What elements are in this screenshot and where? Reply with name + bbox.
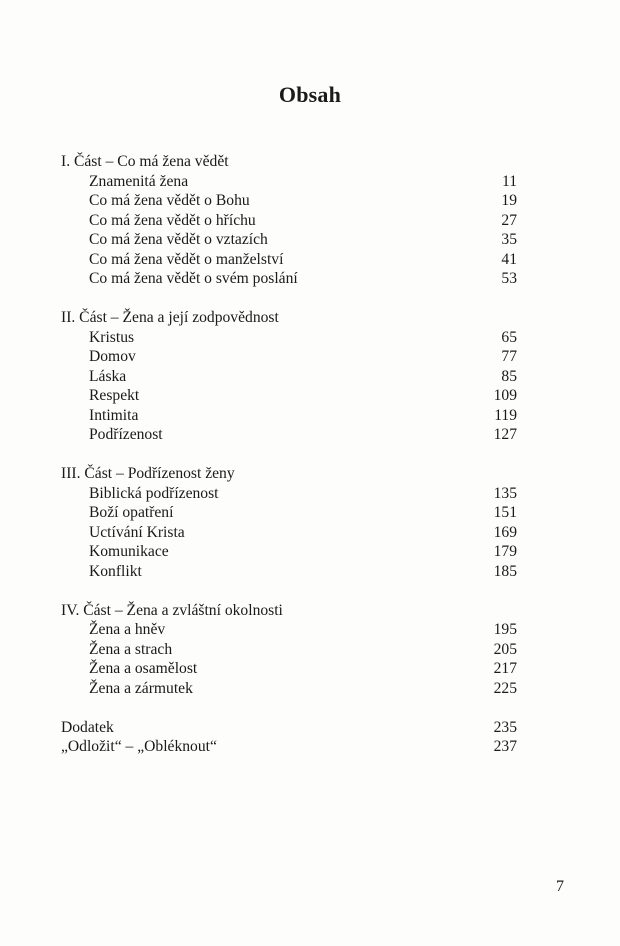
toc-entry bbox=[61, 562, 517, 582]
entry-label: Respekt bbox=[89, 387, 140, 404]
toc-entry bbox=[61, 386, 517, 406]
toc-section-part-1 bbox=[61, 152, 517, 289]
toc-entry bbox=[61, 425, 517, 445]
toc-entry bbox=[61, 211, 517, 231]
entry-label: Kristus bbox=[89, 328, 135, 346]
entry-label: Žena a zármutek bbox=[89, 679, 193, 697]
part-heading: I. Část – Co má žena vědět bbox=[61, 153, 229, 170]
entry-label: Uctívání Krista bbox=[89, 523, 185, 541]
entry-label: Konflikt bbox=[89, 562, 142, 580]
entry-page: 109 bbox=[493, 387, 517, 404]
entry-page: 85 bbox=[501, 367, 517, 385]
part-heading: III. Část – Podřízenost ženy bbox=[61, 465, 235, 482]
entry-label: Intimita bbox=[89, 406, 139, 424]
toc-section-part-4 bbox=[61, 601, 517, 699]
entry-page: 235 bbox=[493, 718, 517, 736]
entry-label: Co má žena vědět o Bohu bbox=[89, 192, 250, 209]
entry-label: Žena a hněv bbox=[89, 621, 166, 638]
entry-page: 77 bbox=[501, 348, 517, 365]
entry-page: 217 bbox=[493, 660, 517, 677]
entry-page: 205 bbox=[493, 640, 517, 658]
entry-label: Láska bbox=[89, 367, 127, 385]
toc-entry bbox=[61, 406, 517, 426]
toc-entry bbox=[61, 737, 517, 757]
toc-entry bbox=[61, 620, 517, 640]
toc-entry bbox=[61, 269, 517, 289]
entry-page: 135 bbox=[493, 484, 517, 502]
entry-page: 179 bbox=[493, 543, 517, 560]
toc-entry bbox=[61, 230, 517, 250]
entry-label: Znamenitá žena bbox=[89, 172, 189, 190]
toc-entry bbox=[61, 523, 517, 543]
entry-page: 119 bbox=[494, 406, 517, 424]
entry-page: 35 bbox=[501, 231, 517, 248]
entry-page: 169 bbox=[493, 523, 517, 541]
toc-entry bbox=[61, 542, 517, 562]
table-of-contents bbox=[61, 152, 517, 776]
entry-page: 195 bbox=[493, 621, 517, 638]
entry-page: 27 bbox=[501, 211, 517, 229]
page-title: Obsah bbox=[278, 82, 342, 107]
toc-entry bbox=[61, 503, 517, 523]
toc-entry bbox=[61, 328, 517, 348]
entry-label: „Odložit“ – „Obléknout“ bbox=[61, 738, 217, 755]
entry-label: Žena a strach bbox=[89, 640, 173, 658]
toc-entry bbox=[61, 679, 517, 699]
entry-label: Podřízenost bbox=[89, 426, 163, 443]
entry-page: 225 bbox=[493, 679, 517, 697]
entry-page: 11 bbox=[501, 172, 517, 190]
entry-label: Co má žena vědět o manželství bbox=[89, 250, 284, 268]
entry-page: 41 bbox=[501, 250, 517, 268]
entry-label: Biblická podřízenost bbox=[89, 484, 219, 502]
entry-page: 53 bbox=[501, 270, 517, 287]
entry-label: Komunikace bbox=[89, 543, 169, 560]
entry-page: 237 bbox=[493, 738, 517, 755]
toc-entry bbox=[61, 718, 517, 738]
entry-label: Co má žena vědět o hříchu bbox=[89, 211, 256, 229]
toc-entry bbox=[61, 250, 517, 270]
toc-section-part-2 bbox=[61, 308, 517, 445]
part-heading: IV. Část – Žena a zvláštní okolnosti bbox=[61, 601, 283, 619]
toc-entry bbox=[61, 640, 517, 660]
toc-section-appendix bbox=[61, 718, 517, 757]
toc-entry bbox=[61, 659, 517, 679]
toc-entry bbox=[61, 191, 517, 211]
entry-page: 19 bbox=[501, 192, 517, 209]
toc-entry bbox=[61, 172, 517, 192]
entry-label: Domov bbox=[89, 348, 136, 365]
entry-label: Co má žena vědět o vztazích bbox=[89, 231, 268, 248]
toc-section-part-3 bbox=[61, 464, 517, 581]
toc-entry bbox=[61, 367, 517, 387]
entry-page: 65 bbox=[501, 328, 517, 346]
entry-page: 151 bbox=[493, 504, 517, 521]
entry-label: Dodatek bbox=[61, 718, 114, 736]
page-number: 7 bbox=[556, 878, 564, 895]
entry-page: 185 bbox=[493, 562, 517, 580]
entry-label: Žena a osamělost bbox=[89, 660, 198, 677]
entry-label: Boží opatření bbox=[89, 504, 174, 521]
toc-entry bbox=[61, 347, 517, 367]
entry-label: Co má žena vědět o svém poslání bbox=[89, 270, 298, 287]
part-heading: II. Část – Žena a její zodpovědnost bbox=[61, 309, 279, 326]
toc-entry bbox=[61, 484, 517, 504]
entry-page: 127 bbox=[493, 426, 517, 443]
